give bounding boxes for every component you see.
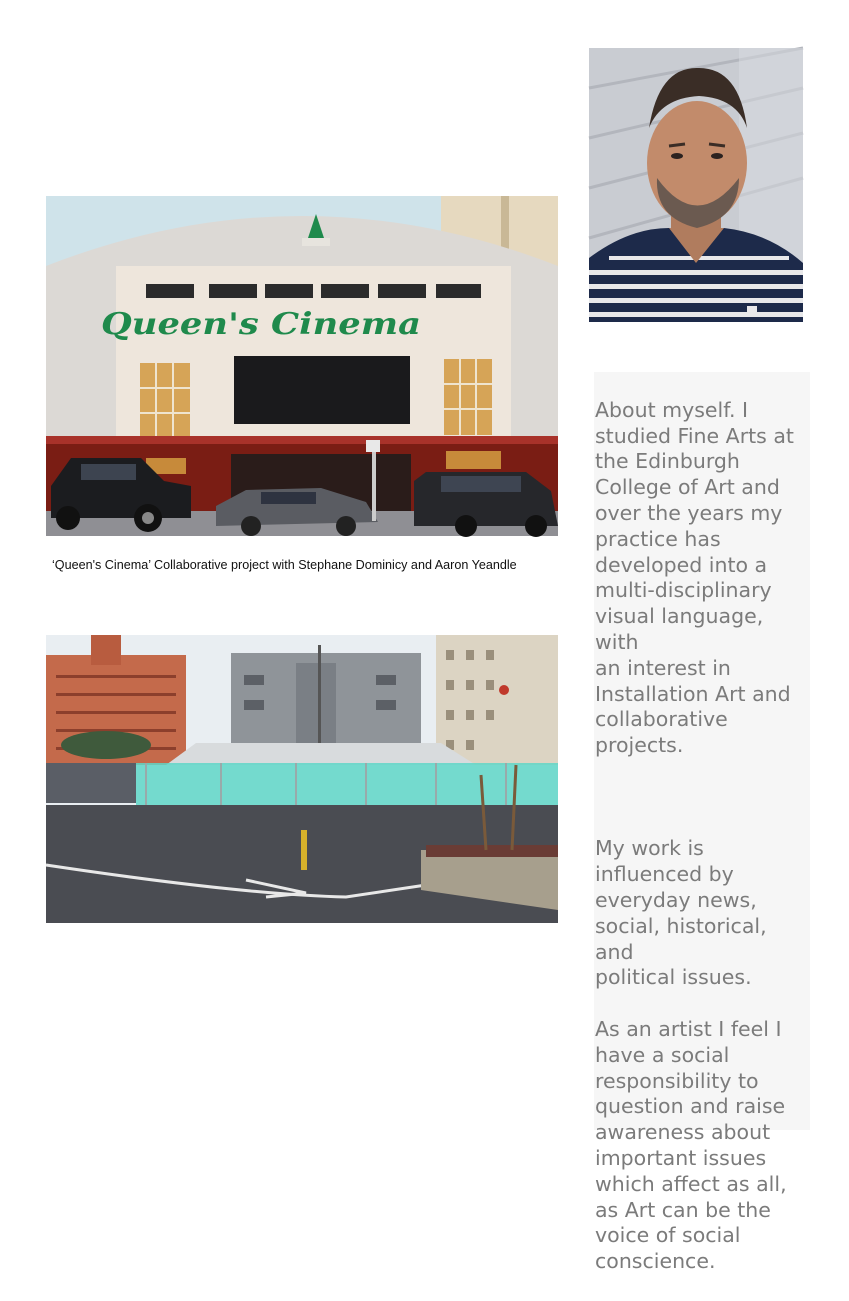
bio-paragraph: As an artist I feel I have a social responsibility to question and raise awareness about important issues which affect as all, as Art can be the voice of social conscience. [595,1016,787,1274]
bio-paragraph: My work is influenced by everyday news, social, historical, and political issues. [595,836,767,990]
cinema-sign-text: Queen's Cinema [101,307,421,342]
demolition-site-photo [46,635,558,923]
artist-bio [594,372,810,1274]
cinema-caption: ‘Queen's Cinema’ Collaborative project with Stephane Dominicy and Aaron Yeandle [52,558,517,572]
bio-paragraph: About myself. I studied Fine Arts at the Edinburgh College of Art and over the years my practice has developed into a multi-disciplinary visual language, with an interest in Installation Art and collaborative projects. [595,397,794,758]
bio-spacer [595,785,810,811]
artist-portrait-photo [589,48,803,322]
cinema-photo [46,196,558,536]
